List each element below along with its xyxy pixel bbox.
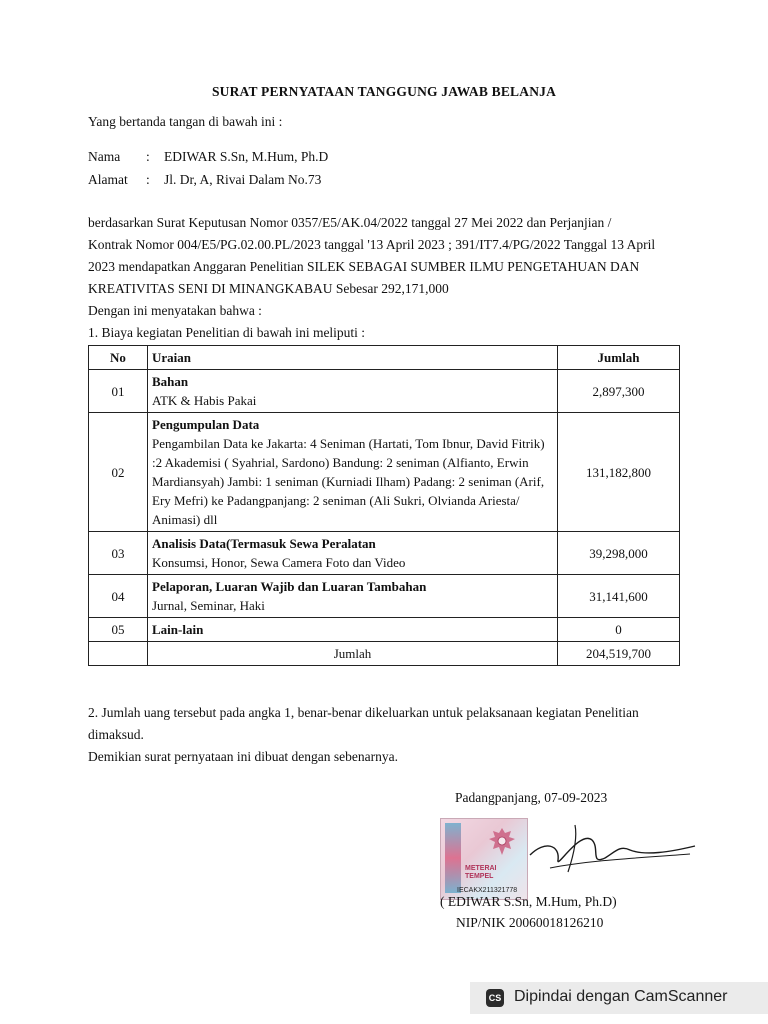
row-detail: Konsumsi, Honor, Sewa Camera Foto dan Video [152,555,406,570]
body-line-4: KREATIVITAS SENI DI MINANGKABAU Sebesar 292,171,000 [88,281,449,296]
row-uraian [148,413,558,532]
total-label: Jumlah [148,642,558,666]
closing-line-2: dimaksud. [88,727,144,742]
row-amount: 39,298,000 [558,532,680,575]
stamp-text-1: METERAI [465,865,497,872]
row-uraian [148,618,558,642]
row-title: Pengumpulan Data [152,417,260,432]
header-no: No [89,346,148,370]
garuda-emblem-icon [485,825,519,861]
row-no: 01 [89,370,148,413]
body-line-1: berdasarkan Surat Keputusan Nomor 0357/E5/AK.04/2022 tanggal 27 Mei 2022 dan Perjanjian / [88,215,612,230]
body-line-6: 1. Biaya kegiatan Penelitian di bawah ini meliputi : [88,325,366,340]
row-uraian [148,532,558,575]
budget-table [88,345,680,666]
closing-line-3: Demikian surat pernyataan ini dibuat dengan sebenarnya. [88,749,399,764]
body-line-2: Kontrak Nomor 004/E5/PG.02.00.PL/2023 tanggal '13 April 2023 ; 391/IT7.4/PG/2022 Tanggal 13 April [88,237,656,252]
document-title: SURAT PERNYATAAN TANGGUNG JAWAB BELANJA [211,84,557,99]
row-no: 04 [89,575,148,618]
body-line-5: Dengan ini menyatakan bahwa : [88,303,262,318]
camscanner-logo-icon: CS [486,989,504,1007]
table-row [89,370,680,413]
name-label: Nama [88,149,121,164]
address-label: Alamat [88,172,128,187]
row-no: 03 [89,532,148,575]
stamp-text-2: TEMPEL [465,873,494,880]
table-row [89,575,680,618]
name-colon: : [146,149,150,164]
row-title: Analisis Data(Termasuk Sewa Peralatan [152,536,376,551]
header-uraian: Uraian [148,346,558,370]
name-value: EDIWAR S.Sn, M.Hum, Ph.D [164,149,329,164]
body-line-3: 2023 mendapatkan Anggaran Penelitian SILEK SEBAGAI SUMBER ILMU PENGETAHUAN DAN [88,259,640,274]
row-title: Pelaporan, Luaran Wajib dan Luaran Tambahan [152,579,427,594]
camscanner-text: Dipindai dengan CamScanner [514,988,728,1005]
row-no: 02 [89,413,148,532]
row-detail: ATK & Habis Pakai [152,393,257,408]
table-row [89,618,680,642]
signature-stamp-area [440,810,700,900]
address-colon: : [146,172,150,187]
address-value: Jl. Dr, A, Rivai Dalam No.73 [164,172,322,187]
total-empty-cell [89,642,148,666]
stamp-serial: IECAKX211321778 [457,887,518,894]
row-uraian [148,575,558,618]
row-amount: 31,141,600 [558,575,680,618]
signer-name: ( EDIWAR S.Sn, M.Hum, Ph.D) [440,894,617,909]
signer-nip: NIP/NIK 20060018126210 [456,915,604,930]
row-title: Lain-lain [152,622,204,637]
closing-line-1: 2. Jumlah uang tersebut pada angka 1, benar-benar dikeluarkan untuk pelaksanaan kegiatan Penelitian [88,705,639,720]
meterai-stamp [440,818,528,900]
row-amount: 2,897,300 [558,370,680,413]
table-row [89,532,680,575]
intro-text: Yang bertanda tangan di bawah ini : [88,114,283,129]
table-row [89,413,680,532]
row-title: Bahan [152,374,189,389]
camscanner-watermark [470,982,768,1014]
row-amount: 131,182,800 [558,413,680,532]
address-row [88,172,488,190]
stamp-label [465,865,497,881]
name-row [88,149,488,167]
table-total-row [89,642,680,666]
table-header-row [89,346,680,370]
row-detail: Jurnal, Seminar, Haki [152,598,265,613]
total-amount: 204,519,700 [558,642,680,666]
row-no: 05 [89,618,148,642]
row-detail: Pengambilan Data ke Jakarta: 4 Seniman (Hartati, Tom Ibnur, David Fitrik) :2 Akademisi ( Syahrial, Sardono) Bandung: 2 seniman (Alfianto, Erwin Mardiansyah) Jambi: 1 seniman (Kurniadi Ilham) Padang: 2 seniman (Arif, Ery Mefri) ke Padangpanjang: 2 seniman (Ali Sukri, Olvianda Ariesta/ Animasi) dll [152,436,545,527]
stamp-hologram-strip [445,823,461,893]
place-date: Padangpanjang, 07-09-2023 [455,790,608,805]
handwritten-signature [520,810,700,880]
row-uraian [148,370,558,413]
header-jumlah: Jumlah [558,346,680,370]
row-amount: 0 [558,618,680,642]
